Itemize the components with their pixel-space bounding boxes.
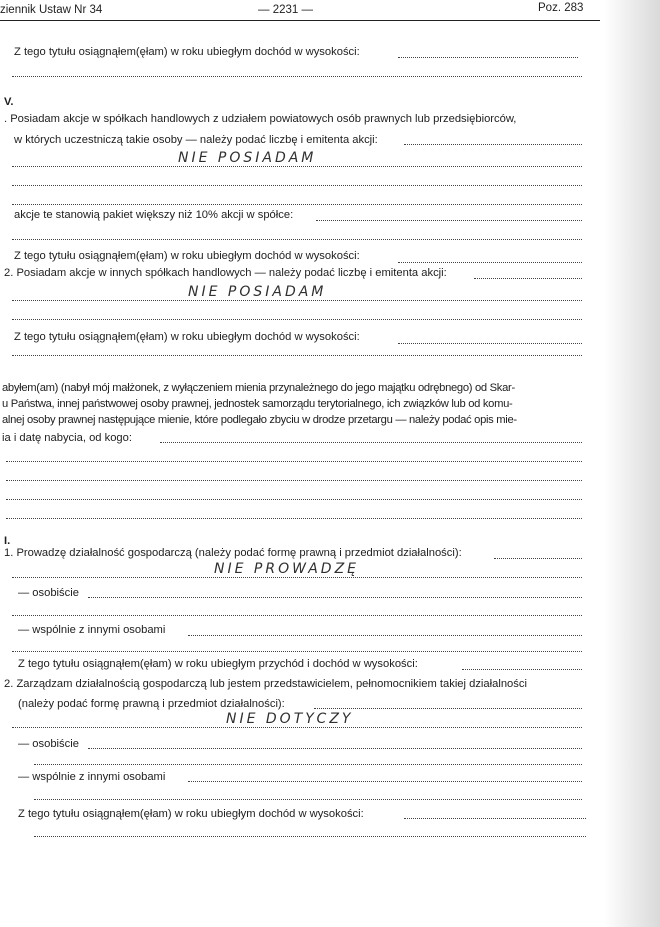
income-label: Z tego tytułu osiągnąłem(ęłam) w roku ubiegłym dochód w wysokości:	[14, 331, 360, 343]
acquisition-text-line2: u Państwa, innej państwowej osoby prawnej, jednostek samorządu terytorialnego, ich związków lub od komu-	[2, 398, 513, 410]
joint-label: — wspólnie z innymi osobami	[18, 771, 166, 783]
answer-line	[34, 836, 586, 837]
answer-line	[6, 461, 582, 462]
answer-line	[316, 220, 582, 221]
answer-line	[6, 518, 582, 519]
header-rule	[0, 20, 600, 21]
answer-line	[404, 144, 582, 145]
answer-line	[34, 799, 582, 800]
income-label: Z tego tytułu osiągnąłem(ęłam) w roku ubiegłym dochód w wysokości:	[14, 46, 360, 58]
position-number: Poz. 283	[538, 2, 584, 14]
business-question: 1. Prowadzę działalność gospodarczą (należy podać formę prawną i przedmiot działalności):	[4, 547, 462, 559]
handwritten-answer: NIE POSIADAM	[178, 150, 317, 166]
answer-line	[12, 185, 582, 186]
answer-line	[314, 708, 582, 709]
answer-line	[12, 300, 582, 301]
answer-line	[160, 442, 582, 443]
answer-line	[12, 577, 582, 578]
answer-line	[34, 764, 582, 765]
personal-label: — osobiście	[18, 587, 79, 599]
answer-line	[12, 727, 582, 728]
section-heading: V.	[4, 96, 14, 108]
income-label: Z tego tytułu osiągnąłem(ęłam) w roku ubiegłym przychód i dochód w wysokości:	[18, 658, 418, 670]
scan-edge-shadow	[604, 0, 660, 927]
answer-line	[398, 343, 582, 344]
answer-line	[12, 239, 582, 240]
income-label: Z tego tytułu osiągnąłem(ęłam) w roku ubiegłym dochód w wysokości:	[18, 808, 364, 820]
handwritten-answer: NIE PROWADZĘ	[214, 561, 360, 577]
packet-question: akcje te stanowią pakiet większy niż 10% akcji w spółce:	[14, 209, 294, 221]
acquisition-text-line3: alnej osoby prawnej następujące mienie, które podlegało zbyciu w drodze przetargu — należy podać opis mie-	[2, 414, 517, 426]
answer-line	[398, 57, 578, 58]
section-heading: I.	[4, 535, 11, 547]
answer-line	[12, 355, 582, 356]
answer-line	[188, 635, 582, 636]
answer-line	[6, 480, 582, 481]
answer-line	[88, 748, 582, 749]
answer-line	[12, 319, 582, 320]
page-number: — 2231 —	[258, 4, 313, 16]
answer-line	[88, 597, 582, 598]
personal-label: — osobiście	[18, 738, 79, 750]
acquisition-text-line1: abyłem(am) (nabył mój małżonek, z wyłączeniem mienia przynależnego do jego majątku odrębnego) od Skar-	[2, 382, 515, 394]
shares-question-line2: w których uczestniczą takie osoby — należy podać liczbę i emitenta akcji:	[14, 134, 378, 146]
acquisition-text-line4: ia i datę nabycia, od kogo:	[2, 432, 132, 444]
management-question-line2: (należy podać formę prawną i przedmiot działalności):	[18, 698, 285, 710]
answer-line	[12, 651, 582, 652]
answer-line	[404, 818, 586, 819]
answer-line	[398, 262, 582, 263]
income-label: Z tego tytułu osiągnąłem(ęłam) w roku ubiegłym dochód w wysokości:	[14, 250, 360, 262]
handwritten-answer: NIE POSIADAM	[188, 284, 327, 300]
answer-line	[474, 278, 582, 279]
answer-line	[12, 615, 582, 616]
answer-line	[6, 499, 582, 500]
management-question-line1: 2. Zarządzam działalnością gospodarczą lub jestem przedstawicielem, pełnomocnikiem takiej działalności	[4, 678, 527, 690]
other-shares-question: 2. Posiadam akcje w innych spółkach handlowych — należy podać liczbę i emitenta akcji:	[4, 267, 447, 279]
answer-line	[12, 166, 582, 167]
answer-line	[462, 669, 582, 670]
answer-line	[12, 76, 582, 77]
answer-line	[188, 781, 582, 782]
handwritten-answer: NIE DOTYCZY	[226, 711, 354, 727]
shares-question-line1: . Posiadam akcje w spółkach handlowych z udziałem powiatowych osób prawnych lub przedsiębiorców,	[4, 113, 517, 125]
joint-label: — wspólnie z innymi osobami	[18, 624, 166, 636]
answer-line	[12, 204, 582, 205]
answer-line	[494, 558, 582, 559]
journal-title: ziennik Ustaw Nr 34	[0, 4, 103, 16]
